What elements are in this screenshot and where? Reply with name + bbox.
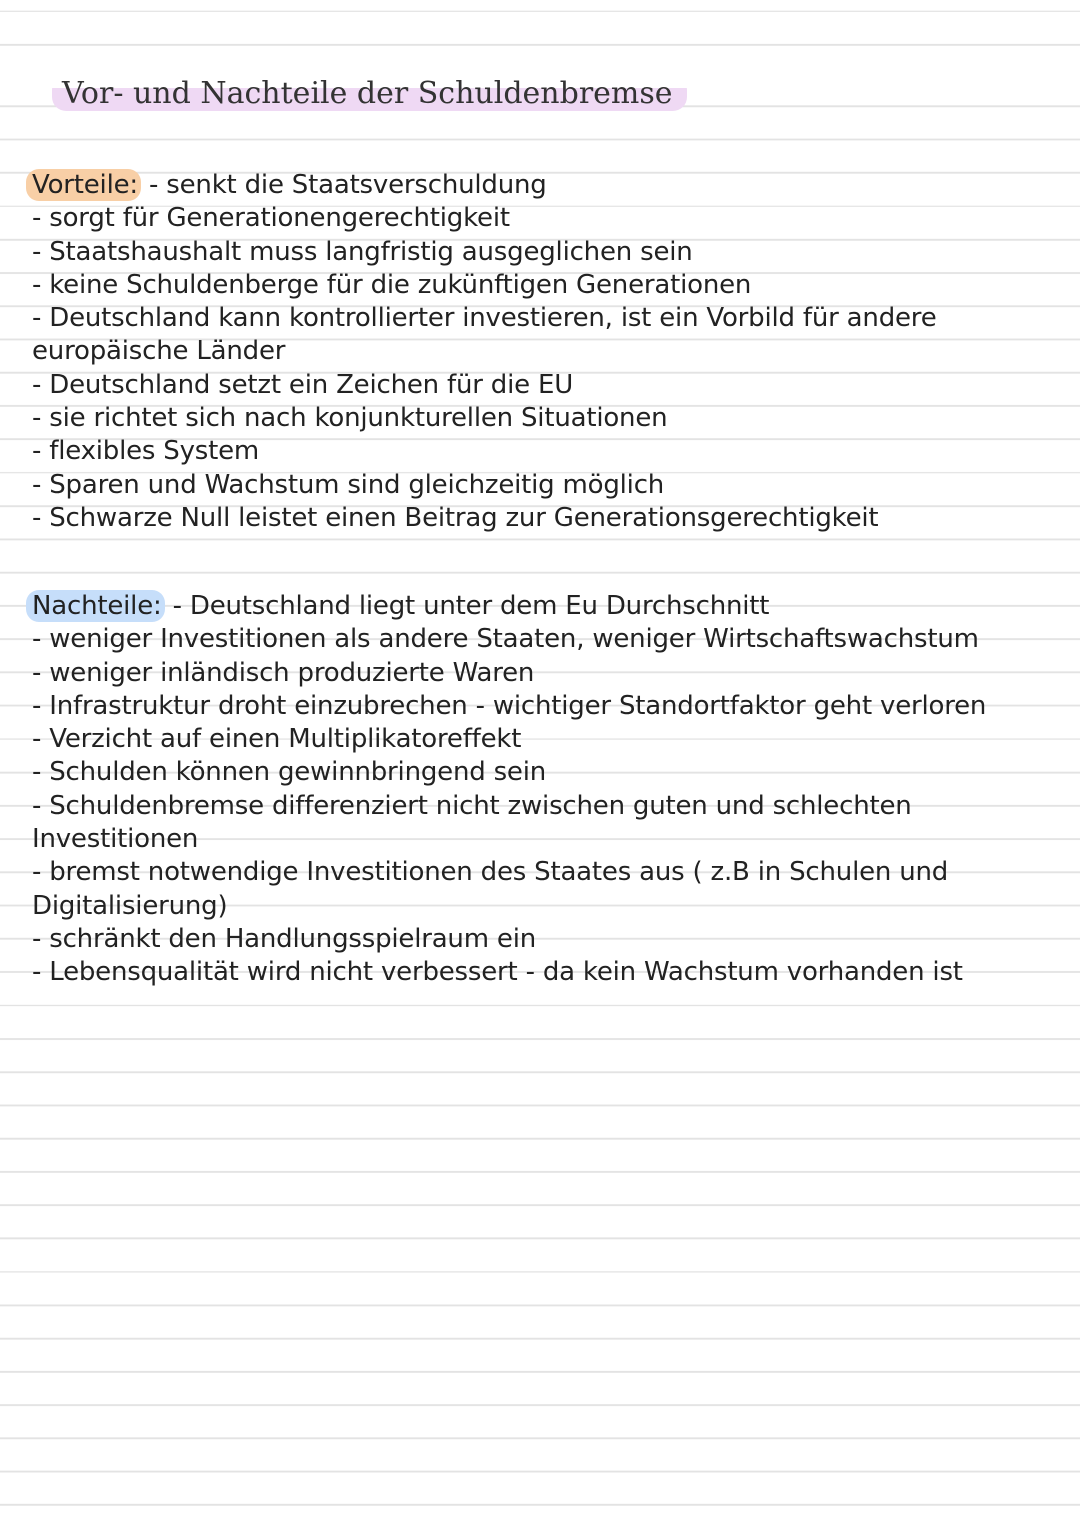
list-item: - Sparen und Wachstum sind gleichzeitig möglich: [32, 469, 665, 500]
page-title: [52, 72, 687, 116]
list-item: - sie richtet sich nach konjunkturellen Situationen: [32, 403, 668, 434]
list-item: - flexibles System: [32, 436, 260, 467]
list-item: - keine Schuldenberge für die zukünftigen Generationen: [32, 269, 752, 300]
list-item: - Schulden können gewinnbringend sein: [32, 757, 547, 788]
list-item: - schränkt den Handlungsspielraum ein: [32, 923, 537, 954]
title-highlight: Vor- und Nachteile der Schuldenbremse: [52, 76, 687, 111]
list-item-continuation: Investitionen: [32, 824, 199, 855]
list-item: - weniger Investitionen als andere Staaten, weniger Wirtschaftswachstum: [32, 624, 979, 655]
nachteile-first-item: - Deutschland liegt unter dem Eu Durchschnitt: [164, 591, 770, 621]
list-item: - Verzicht auf einen Multiplikatoreffekt: [32, 724, 522, 755]
list-item-continuation: Digitalisierung): [32, 890, 228, 921]
list-item: - Lebensqualität wird nicht verbessert - da kein Wachstum vorhanden ist: [32, 957, 963, 988]
list-item: - sorgt für Generationengerechtigkeit: [32, 203, 510, 234]
vorteile-first-item: - senkt die Staatsverschuldung: [140, 170, 547, 200]
list-item: - bremst notwendige Investitionen des Staates aus ( z.B in Schulen und: [32, 857, 949, 888]
list-item: - Deutschland kann kontrollierter investieren, ist ein Vorbild für andere: [32, 303, 937, 334]
list-item: - Staatshaushalt muss langfristig ausgeglichen sein: [32, 236, 693, 267]
list-item: - weniger inländisch produzierte Waren: [32, 657, 535, 688]
nachteile-label: Nachteile:: [26, 590, 165, 622]
vorteile-section: [32, 169, 1062, 535]
list-item: - Schwarze Null leistet einen Beitrag zur Generationsgerechtigkeit: [32, 502, 879, 533]
list-item-continuation: europäische Länder: [32, 336, 286, 367]
list-item: - Infrastruktur droht einzubrechen - wichtiger Standortfaktor geht verloren: [32, 690, 987, 721]
vorteile-label: Vorteile:: [26, 169, 141, 201]
nachteile-section: [32, 590, 1062, 990]
nachteile-first-line: [32, 590, 1062, 623]
list-item: - Deutschland setzt ein Zeichen für die EU: [32, 369, 574, 400]
vorteile-first-line: [32, 169, 1062, 202]
list-item: - Schuldenbremse differenziert nicht zwischen guten und schlechten: [32, 790, 912, 821]
